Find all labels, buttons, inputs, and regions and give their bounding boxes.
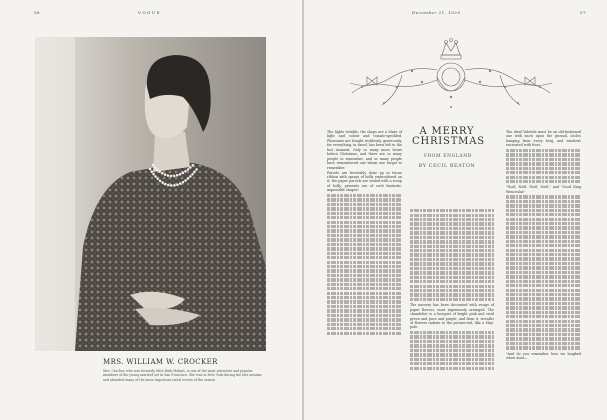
decorative-ornament — [342, 35, 560, 123]
portrait-illustration — [35, 37, 266, 351]
column-3-text-upper — [506, 149, 581, 183]
column-3-quote: "Noël, Noël, Noël, Noël," and "Good King Wenceslas" — [506, 185, 581, 194]
column-3-closing: "And do you remember how we laughed when Aunt— — [506, 351, 581, 360]
article-column-2 — [410, 208, 494, 370]
column-3-lead: The ideal Yuletide must be an old-fashioned one with snow upon the ground, icicles hanging from every twig, and windows encrusted with frost. — [506, 130, 581, 148]
page-gutter — [302, 0, 304, 420]
left-running-head: VOGUE — [138, 10, 162, 15]
column-2-body: The nursery has been decorated with swags of paper flowers, most ingeniously arranged. The chandelier is a bouquet of bright pink and vivid green and puce and purple, and from it, wreaths of flowers radiate to the picture-rail, like a May-pole. — [410, 303, 494, 330]
column-2-text-upper — [410, 209, 494, 301]
column-3-text-middle — [506, 195, 581, 349]
left-page-number: 56 — [34, 10, 41, 15]
caption-title: MRS. WILLIAM W. CROCKER — [103, 358, 218, 366]
crown-garland-illustration — [342, 35, 560, 123]
right-running-head: December 21, 1929 — [412, 10, 461, 15]
article-byline: BY CECIL BEATON — [418, 163, 476, 169]
right-page-number: 57 — [580, 10, 587, 15]
column-1-text-continuation — [327, 194, 402, 335]
portrait-photo — [35, 37, 266, 351]
headline-line-2: CHRISTMAS — [412, 136, 485, 147]
article-subhead: FROM ENGLAND — [423, 154, 473, 159]
article-column-3 — [506, 130, 581, 361]
photo-credit: Steichen — [38, 343, 50, 346]
column-1-lead: The lights twinkle, the shops are a blaze of light and colour and tomato-speckled. Pheasants are bought recklessly, generously, for everything, in tinsel, has been left to the last moment. Only so many more hours before Christmas, and there are so many people to remember, and so many people have remembered one whom one forgot to remember. — [327, 130, 402, 170]
headline-line-1: A MERRY — [419, 126, 475, 137]
article-headline — [412, 126, 485, 147]
article-column-1 — [327, 130, 402, 335]
caption-text: Mrs. Crocker, who was formerly Miss Ruth Hobart, is one of the most attractive and popular members of the young married set in San Francisco. She was in New York during the late autumn and attended many of the more important social events of the season — [103, 369, 262, 382]
column-1-body: Parcels are feverishly done up in tissue ribbon with sprays of holly embroidered on it; the paper parcels are sealed with a scrap of holly; presents are of such fantastic, impossible shapes! — [327, 170, 402, 193]
column-2-text-lower — [410, 331, 494, 370]
